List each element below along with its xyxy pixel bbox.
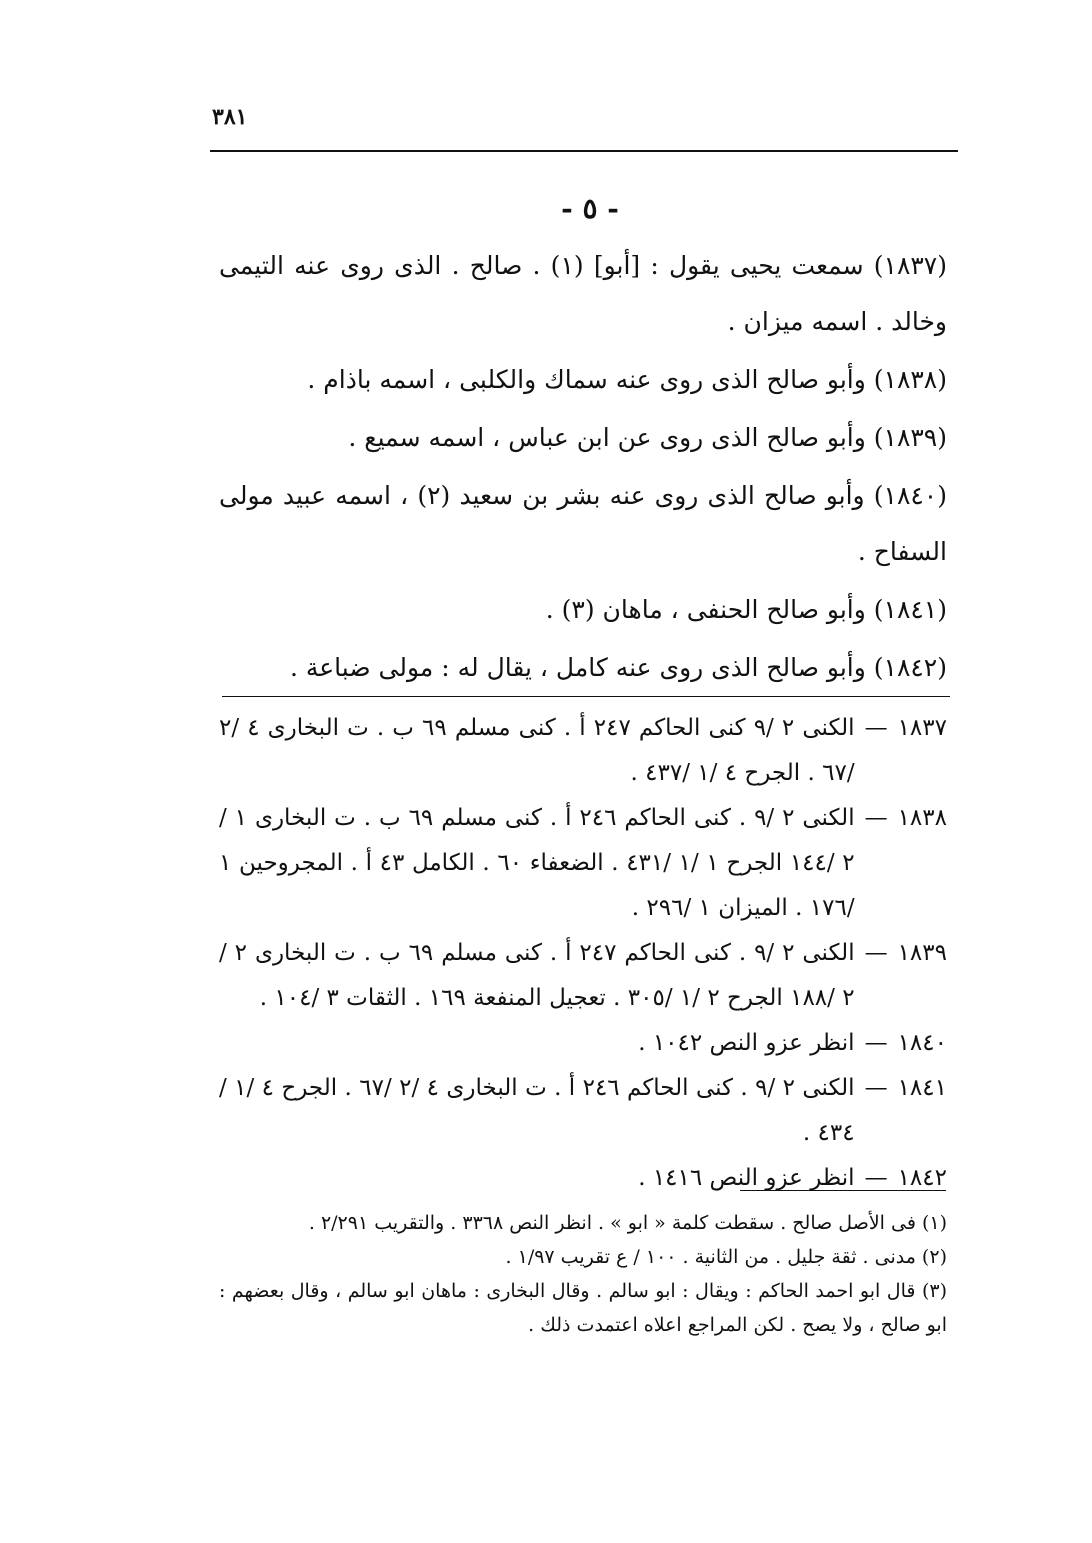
reference-text: الكنى ٢ /٩ . كنى الحاكم ٢٤٦ أ . ت البخارى ٤ /٢ /٦٧ . الجرح ٤ /١ /٤٣٤ . xyxy=(219,1075,855,1146)
reference-dash: — xyxy=(864,805,888,831)
reference-dash: — xyxy=(864,1165,888,1191)
reference-text: الكنى ٢ /٩ . كنى الحاكم ٢٤٧ أ . كنى مسلم ٦٩ ب . ت البخارى ٢ /٢ /١٨٨ الجرح ٢ /١ /٣٠٥ . تعجيل المنفعة ١٦٩ . الثقات ٣ /١٠٤ . xyxy=(219,940,855,1011)
footnote-2: (٢) مدنى . ثقة جليل . من الثانية . ١٠٠ / ع تقريب ١/٩٧ . xyxy=(505,1246,947,1268)
reference-number: ١٨٤٠ xyxy=(897,1030,947,1056)
reference-text: الكنى ٢ /٩ . كنى الحاكم ٢٤٦ أ . كنى مسلم ٦٩ ب . ت البخارى ١ /٢ /١٤٤ الجرح ١ /١ /٤٣١ . الضعفاء ٦٠ . الكامل ٤٣ أ . المجروحين ١ /١٧٦ . الميزان ١ /٢٩٦ . xyxy=(219,805,855,921)
footnotes-divider xyxy=(740,1190,946,1191)
entry-1840: (١٨٤٠) وأبو صالح الذى روى عنه بشر بن سعيد (٢) ، اسمه عبيد مولى السفاح . xyxy=(219,481,947,566)
references-divider xyxy=(222,696,950,697)
reference-number: ١٨٤٢ xyxy=(897,1165,947,1191)
reference-number: ١٨٣٩ xyxy=(897,940,947,966)
reference-dash: — xyxy=(864,1075,888,1101)
reference-number: ١٨٣٨ xyxy=(897,805,947,831)
reference-1841 xyxy=(219,1066,947,1156)
references-list xyxy=(219,706,947,1201)
reference-1842 xyxy=(219,1156,947,1201)
entry-1841: (١٨٤١) وأبو صالح الحنفى ، ماهان (٣) . xyxy=(545,595,947,624)
reference-1839 xyxy=(219,931,947,1021)
reference-1840 xyxy=(219,1021,947,1066)
reference-text: الكنى ٢ /٩ كنى الحاكم ٢٤٧ أ . كنى مسلم ٦٩ ب . ت البخارى ٤ /٢ /٦٧ . الجرح ٤ /١ /٤٣٧ . xyxy=(219,715,855,786)
reference-dash: — xyxy=(864,715,888,741)
reference-1837 xyxy=(219,706,947,796)
page-number: ٣٨١ xyxy=(212,104,248,130)
entry-1839: (١٨٣٩) وأبو صالح الذى روى عن ابن عباس ، اسمه سميع . xyxy=(348,423,947,452)
entry-1842: (١٨٤٢) وأبو صالح الذى روى عنه كامل ، يقال له : مولى ضباعة . xyxy=(289,653,947,682)
footnote-3: (٣) قال ابو احمد الحاكم : ويقال : ابو سالم . وقال البخارى : ماهان ابو سالم ، وقال بعضهم : ابو صالح ، ولا يصح . لكن المراجع اعلاه اعتمدت ذلك . xyxy=(219,1280,947,1336)
reference-number: ١٨٣٧ xyxy=(897,715,947,741)
footnotes-list xyxy=(219,1206,947,1342)
entry-1838: (١٨٣٨) وأبو صالح الذى روى عنه سماك والكلبى ، اسمه باذام . xyxy=(307,365,947,394)
entries-list xyxy=(219,238,947,698)
section-number: - ٥ - xyxy=(561,192,619,225)
entry-1837: (١٨٣٧) سمعت يحيى يقول : [أبو] (١) . صالح . الذى روى عنه التيمى وخالد . اسمه ميزان . xyxy=(219,251,947,336)
reference-dash: — xyxy=(864,940,888,966)
reference-text: انظر عزو النص ١٤١٦ . xyxy=(638,1165,855,1191)
footnote-1: (١) فى الأصل صالح . سقطت كلمة « ابو » . انظر النص ٣٣٦٨ . والتقريب ٢/٢٩١ . xyxy=(308,1212,947,1234)
reference-text: انظر عزو النص ١٠٤٢ . xyxy=(638,1030,855,1056)
header-rule xyxy=(210,150,958,152)
reference-dash: — xyxy=(864,1030,888,1056)
reference-number: ١٨٤١ xyxy=(897,1075,947,1101)
reference-1838 xyxy=(219,796,947,931)
